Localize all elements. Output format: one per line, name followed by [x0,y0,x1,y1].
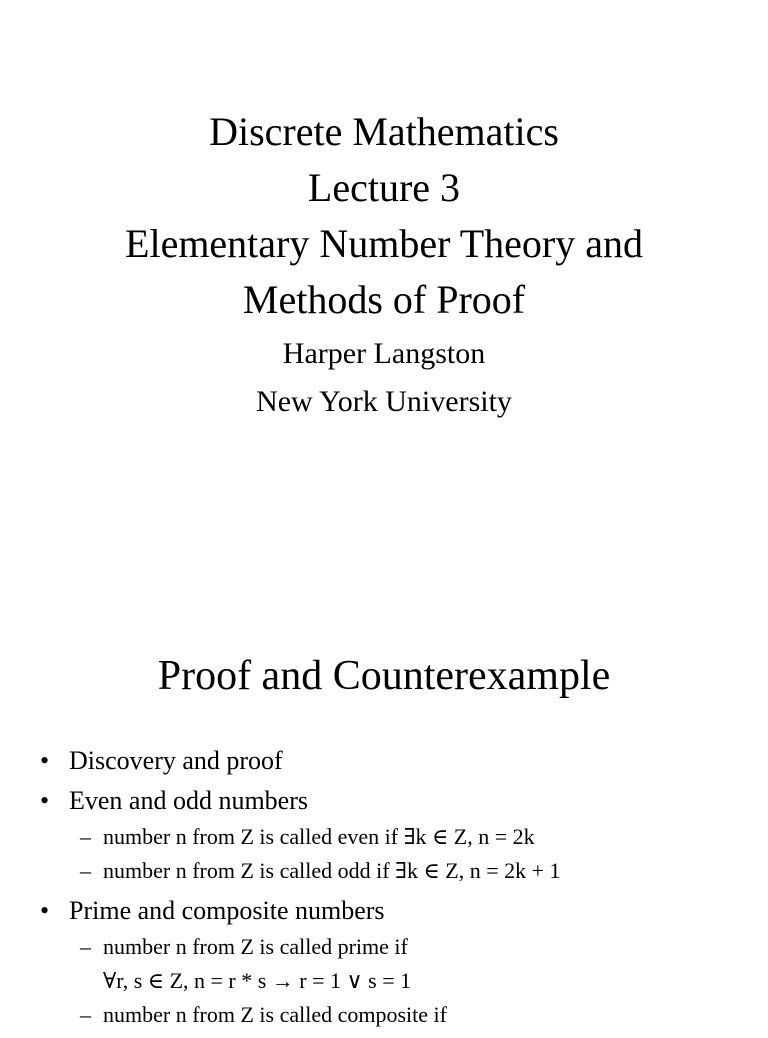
sub-bullet-list [69,930,768,1032]
slide-heading: Proof and Counterexample [157,653,611,699]
bullet-marker: • [40,896,50,925]
sub-bullet-text: number n from Z is called odd if ∃k ∈ Z, n = 2k + 1 [103,858,561,883]
bullet-list [0,744,768,1038]
author-info [0,330,768,426]
dash-marker: – [80,1002,91,1027]
institution-name: New York University [256,385,512,418]
sub-bullet-item [0,998,768,1032]
bullet-text: Even and odd numbers [69,786,309,815]
sub-bullet-item [0,820,768,854]
bullet-marker: • [40,746,50,775]
bullet-text: Discovery and proof [69,746,283,775]
title-line-topic: Elementary Number Theory and [125,221,643,266]
sub-bullet-item [0,930,768,998]
lecture-title [0,104,768,328]
dash-marker: – [80,858,91,883]
bullet-item [0,894,768,1032]
sub-bullet-text: number n from Z is called prime if [103,934,408,959]
dash-marker: – [80,824,91,849]
title-line-course: Discrete Mathematics [209,109,559,154]
bullet-text: Prime and composite numbers [69,896,385,925]
bullet-marker: • [40,786,50,815]
content-slide [0,512,768,1027]
title-slide [0,0,768,512]
sub-bullet-text: number n from Z is called composite if [103,1002,447,1027]
bullet-item [0,744,768,778]
dash-marker: – [80,934,91,959]
sub-bullet-formula: ∀r, s ∈ Z, n = r * s → r = 1 ∨ s = 1 [103,968,412,993]
title-line-lecture: Lecture 3 [307,165,461,210]
title-line-topic-cont: Methods of Proof [242,277,526,322]
sub-bullet-item [0,854,768,888]
bullet-item [0,784,768,888]
author-name: Harper Langston [282,337,486,370]
sub-bullet-list [69,820,768,888]
sub-bullet-text: number n from Z is called even if ∃k ∈ Z, n = 2k [103,824,535,849]
